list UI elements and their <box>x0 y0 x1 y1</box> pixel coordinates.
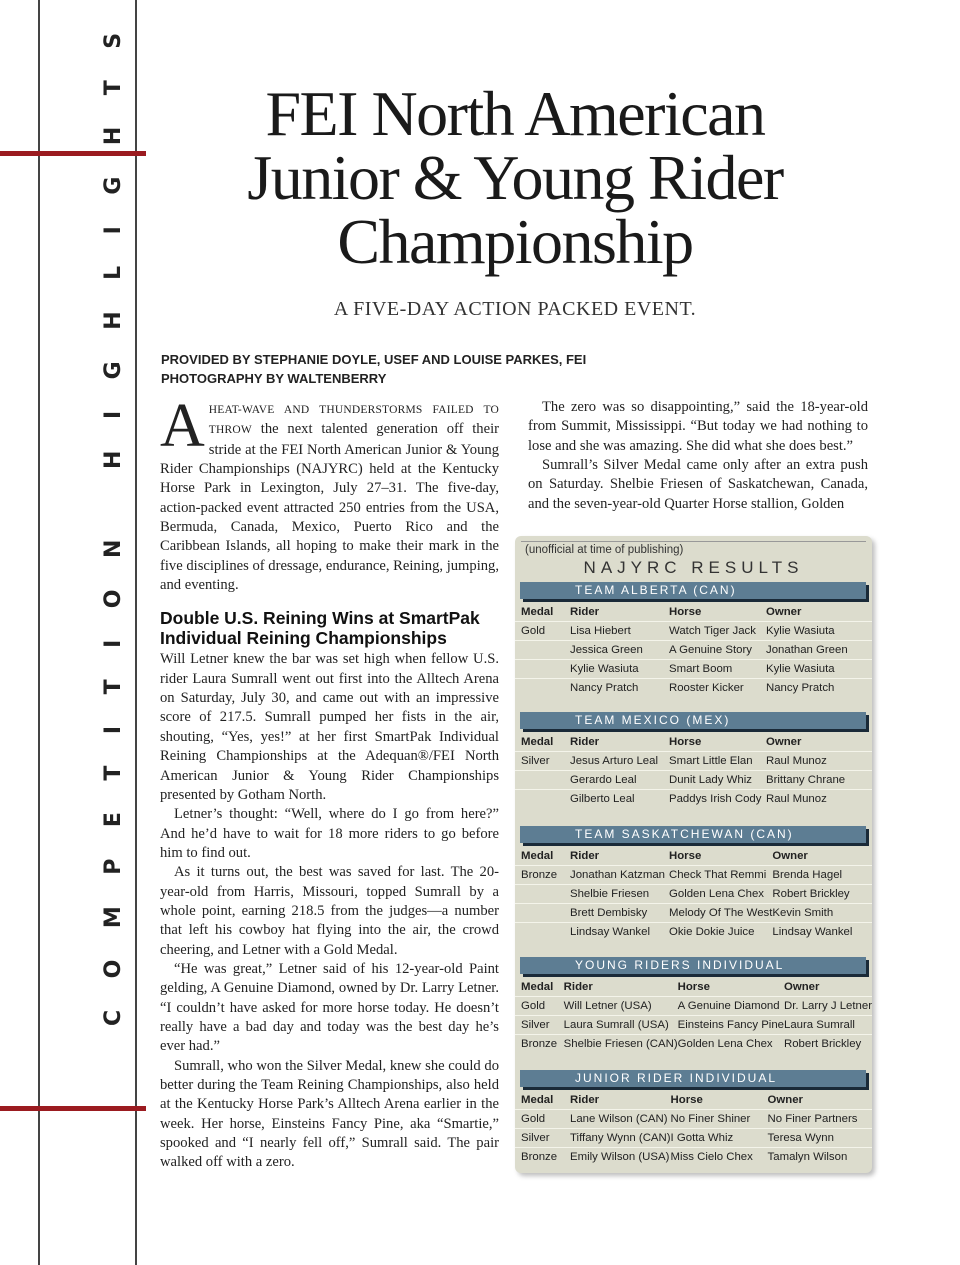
table-cell: Gold <box>515 622 570 641</box>
table-row <box>515 997 872 1016</box>
table-cell: Smart Little Elan <box>669 752 766 771</box>
table-cell: Nancy Pratch <box>570 679 669 698</box>
table-row <box>515 660 872 679</box>
gutter-rule <box>135 0 137 1265</box>
table-cell: Robert Brickley <box>772 885 872 904</box>
article-left-column <box>160 392 499 1173</box>
table-cell: Silver <box>515 1016 564 1035</box>
table-cell: Smart Boom <box>669 660 766 679</box>
table-cell: Nancy Pratch <box>766 679 872 698</box>
body-paragraph: The zero was so disappointing,” said the 18-year-old from Summit, Mississippi. “But today we had nothing to lose and she was amazing. She did what she does best.” <box>528 399 868 454</box>
table-cell <box>515 904 570 923</box>
results-team-block <box>515 826 872 941</box>
column-header: Medal <box>521 606 554 618</box>
team-name-bar: YOUNG RIDERS INDIVIDUAL <box>520 957 866 974</box>
column-header: Owner <box>766 736 802 748</box>
column-header: Medal <box>521 981 554 993</box>
table-cell: Emily Wilson (USA) <box>570 1148 671 1167</box>
table-cell: Brett Dembisky <box>570 904 669 923</box>
results-table <box>515 978 872 1053</box>
table-row <box>515 790 872 809</box>
table-row <box>515 904 872 923</box>
table-cell: Dunit Lady Whiz <box>669 771 766 790</box>
team-name-bar: TEAM ALBERTA (CAN) <box>520 582 866 599</box>
table-cell: Robert Brickley <box>784 1035 872 1054</box>
table-cell: Kevin Smith <box>772 904 872 923</box>
table-cell: Brenda Hagel <box>772 866 872 885</box>
results-team-block <box>515 1070 872 1166</box>
section-label <box>43 1 133 1026</box>
table-cell: Einsteins Fancy Pine <box>678 1016 784 1035</box>
results-table <box>515 733 872 808</box>
drop-cap: A <box>160 392 205 460</box>
column-header: Rider <box>570 736 600 748</box>
table-cell: Lindsay Wankel <box>570 923 669 942</box>
credits-photography: PHOTOGRAPHY BY WALTENBERRY <box>161 371 387 386</box>
table-cell: Silver <box>515 752 570 771</box>
table-cell: Golden Lena Chex <box>678 1035 784 1054</box>
results-table <box>515 847 872 941</box>
table-cell <box>515 660 570 679</box>
table-cell: Raul Munoz <box>766 752 872 771</box>
column-header: Medal <box>521 736 554 748</box>
table-cell: Bronze <box>515 866 570 885</box>
column-header: Medal <box>521 850 554 862</box>
body-paragraph: Sumrall’s Silver Medal came only after an extra push on Saturday. Shelbie Friesen of Saskatchewan, Canada, and the seven-year-old Quarter Horse stallion, Golden <box>528 457 868 512</box>
results-team-block <box>515 582 872 697</box>
section-label-text: COMPETITION HIGHLIGHTS <box>101 1 126 1026</box>
table-cell: Jonathan Katzman <box>570 866 669 885</box>
table-cell: Bronze <box>515 1148 570 1167</box>
table-row <box>515 866 872 885</box>
column-header: Owner <box>784 981 820 993</box>
column-header: Horse <box>669 850 702 862</box>
table-row <box>515 771 872 790</box>
table-cell: Shelbie Friesen (CAN) <box>564 1035 678 1054</box>
table-cell: Bronze <box>515 1035 564 1054</box>
section-heading: Double U.S. Reining Wins at SmartPak Individual Reining Championships <box>160 608 480 649</box>
table-header-row <box>515 733 872 752</box>
table-row <box>515 679 872 698</box>
table-cell: Jesus Arturo Leal <box>570 752 669 771</box>
credits-provided-by: PROVIDED BY STEPHANIE DOYLE, USEF AND LOUISE PARKES, FEI <box>161 352 587 367</box>
table-cell: I Gotta Whiz <box>671 1129 768 1148</box>
table-row <box>515 1016 872 1035</box>
table-cell <box>515 641 570 660</box>
intro-paragraph <box>160 392 499 595</box>
team-name-bar: TEAM SASKATCHEWAN (CAN) <box>520 826 866 843</box>
table-row <box>515 1110 872 1129</box>
table-cell: Check That Remmi <box>669 866 772 885</box>
table-cell: Okie Dokie Juice <box>669 923 772 942</box>
table-cell <box>515 790 570 809</box>
table-header-row <box>515 847 872 866</box>
table-cell <box>515 923 570 942</box>
table-cell <box>515 679 570 698</box>
table-cell: A Genuine Diamond <box>678 997 784 1016</box>
table-cell: Will Letner (USA) <box>564 997 678 1016</box>
column-header: Owner <box>772 850 808 862</box>
table-row <box>515 885 872 904</box>
column-header: Rider <box>563 981 593 993</box>
table-cell: Brittany Chrane <box>766 771 872 790</box>
table-cell: Lisa Hiebert <box>570 622 669 641</box>
body-paragraph: Will Letner knew the bar was set high when fellow U.S. rider Laura Sumrall went out first into the Alltech Arena on Saturday, July 30, and came out with an impressive score of 217.5. Sumrall pumped her fists in the air, shouting, “Yes, yes!” at her first SmartPak Individual Reining Championships at the Adequan®/FEI North American Junior & Young Rider Championships presented by Gotham North. <box>160 651 499 803</box>
table-cell: Jonathan Green <box>766 641 872 660</box>
table-cell: Dr. Larry J Letner <box>784 997 872 1016</box>
table-cell <box>515 771 570 790</box>
table-cell: No Finer Partners <box>768 1110 872 1129</box>
team-name-bar: JUNIOR RIDER INDIVIDUAL <box>520 1070 866 1087</box>
intro-lead: HEAT-WAVE AND THUNDERSTORMS FAILED TO THROW <box>208 404 499 437</box>
table-cell: Lane Wilson (CAN) <box>570 1110 671 1129</box>
table-cell: Gerardo Leal <box>570 771 669 790</box>
table-cell: No Finer Shiner <box>671 1110 768 1129</box>
results-table <box>515 1091 872 1166</box>
team-name-bar: TEAM MEXICO (MEX) <box>520 712 866 729</box>
table-row <box>515 1035 872 1054</box>
table-row <box>515 641 872 660</box>
column-header: Rider <box>570 606 600 618</box>
table-row <box>515 622 872 641</box>
page-title <box>200 78 830 277</box>
credits <box>161 350 861 388</box>
table-cell: Gold <box>515 1110 570 1129</box>
results-title: NAJYRC RESULTS <box>583 558 804 577</box>
table-cell: Rooster Kicker <box>669 679 766 698</box>
table-cell: Gold <box>515 997 564 1016</box>
column-header: Owner <box>767 1094 803 1106</box>
table-cell: Laura Sumrall (USA) <box>564 1016 678 1035</box>
left-margin-rule <box>38 0 40 1265</box>
table-cell: Kylie Wasiuta <box>570 660 669 679</box>
subtitle: A FIVE-DAY ACTION PACKED EVENT. <box>333 298 697 320</box>
column-header: Horse <box>677 981 710 993</box>
results-team-block <box>515 712 872 808</box>
title-line-1: FEI North American <box>265 78 765 149</box>
table-cell: Silver <box>515 1129 570 1148</box>
body-paragraph: “He was great,” Letner said of his 12-year-old Paint gelding, A Genuine Diamond, owned by Dr. Larry Letner. “I couldn’t have asked for more horse today. He doesn’t really have a bad day and today was the best day he’s ever had.” <box>160 960 499 1055</box>
table-cell: Paddys Irish Cody <box>669 790 766 809</box>
results-note: (unofficial at time of publishing) <box>525 544 684 556</box>
column-header: Owner <box>766 606 802 618</box>
panel-divider <box>521 541 866 542</box>
body-paragraph: Letner’s thought: “Well, where do I go from here?” And he’d have to wait for 18 more riders to go before him to find out. <box>160 806 499 861</box>
table-cell: Kylie Wasiuta <box>766 622 872 641</box>
column-header: Horse <box>669 606 702 618</box>
table-cell: Kylie Wasiuta <box>766 660 872 679</box>
table-cell: Lindsay Wankel <box>772 923 872 942</box>
column-header: Horse <box>670 1094 703 1106</box>
table-row <box>515 1148 872 1167</box>
body-paragraph: Sumrall, who won the Silver Medal, knew she could do better during the Team Reining Championships, also held at the Kentucky Horse Park’s Alltech Arena earlier in the week. Her horse, Einsteins Fancy Pine, aka “Smartie,” spooked and “I nearly fell off,” Sumrall said. The pair walked off with a zero. <box>160 1057 499 1171</box>
table-cell: Raul Munoz <box>766 790 872 809</box>
table-row <box>515 923 872 942</box>
table-cell: Shelbie Friesen <box>570 885 669 904</box>
table-cell: Tamalyn Wilson <box>768 1148 872 1167</box>
table-cell: Watch Tiger Jack <box>669 622 766 641</box>
title-line-3: Championship <box>337 206 693 277</box>
results-team-block <box>515 957 872 1053</box>
title-line-2: Junior & Young Rider <box>247 142 783 213</box>
table-header-row <box>515 1091 872 1110</box>
table-cell: Melody Of The West <box>669 904 772 923</box>
table-header-row <box>515 603 872 622</box>
results-panel <box>515 536 872 1173</box>
column-header: Rider <box>570 1094 600 1106</box>
table-row <box>515 1129 872 1148</box>
table-cell: Golden Lena Chex <box>669 885 772 904</box>
table-cell: Jessica Green <box>570 641 669 660</box>
table-cell: Teresa Wynn <box>768 1129 872 1148</box>
table-cell: Tiffany Wynn (CAN) <box>570 1129 671 1148</box>
table-header-row <box>515 978 872 997</box>
table-row <box>515 752 872 771</box>
table-cell: Laura Sumrall <box>784 1016 872 1035</box>
table-cell: Miss Cielo Chex <box>671 1148 768 1167</box>
table-cell: A Genuine Story <box>669 641 766 660</box>
table-cell: Gilberto Leal <box>570 790 669 809</box>
column-header: Horse <box>669 736 702 748</box>
results-table <box>515 603 872 697</box>
intro-text: the next talented generation off their stride at the FEI North American Junior & Young Rider Championships (NAJYRC) held at the Kentucky Horse Park in Lexington, July 27–31. The five-day, action-packed event attracted 250 entries from the USA, Bermuda, Canada, Mexico, Puerto Rico and the Caribbean Islands, all hoping to make their mark in the five disciplines of dressage, endurance, Reining, jumping, and eventing. <box>160 421 499 594</box>
article-right-column <box>528 398 868 514</box>
column-header: Rider <box>570 850 600 862</box>
bottom-accent-bar <box>0 1106 146 1111</box>
table-cell <box>515 885 570 904</box>
column-header: Medal <box>521 1094 554 1106</box>
body-paragraph: As it turns out, the best was saved for last. The 20-year-old from Harris, Missouri, topped Sumrall by a whole point, earning 218.5 from the judges—a number that left his cowboy hat flying into the air, the crowd cheering, and Letner with a Gold Medal. <box>160 864 499 958</box>
